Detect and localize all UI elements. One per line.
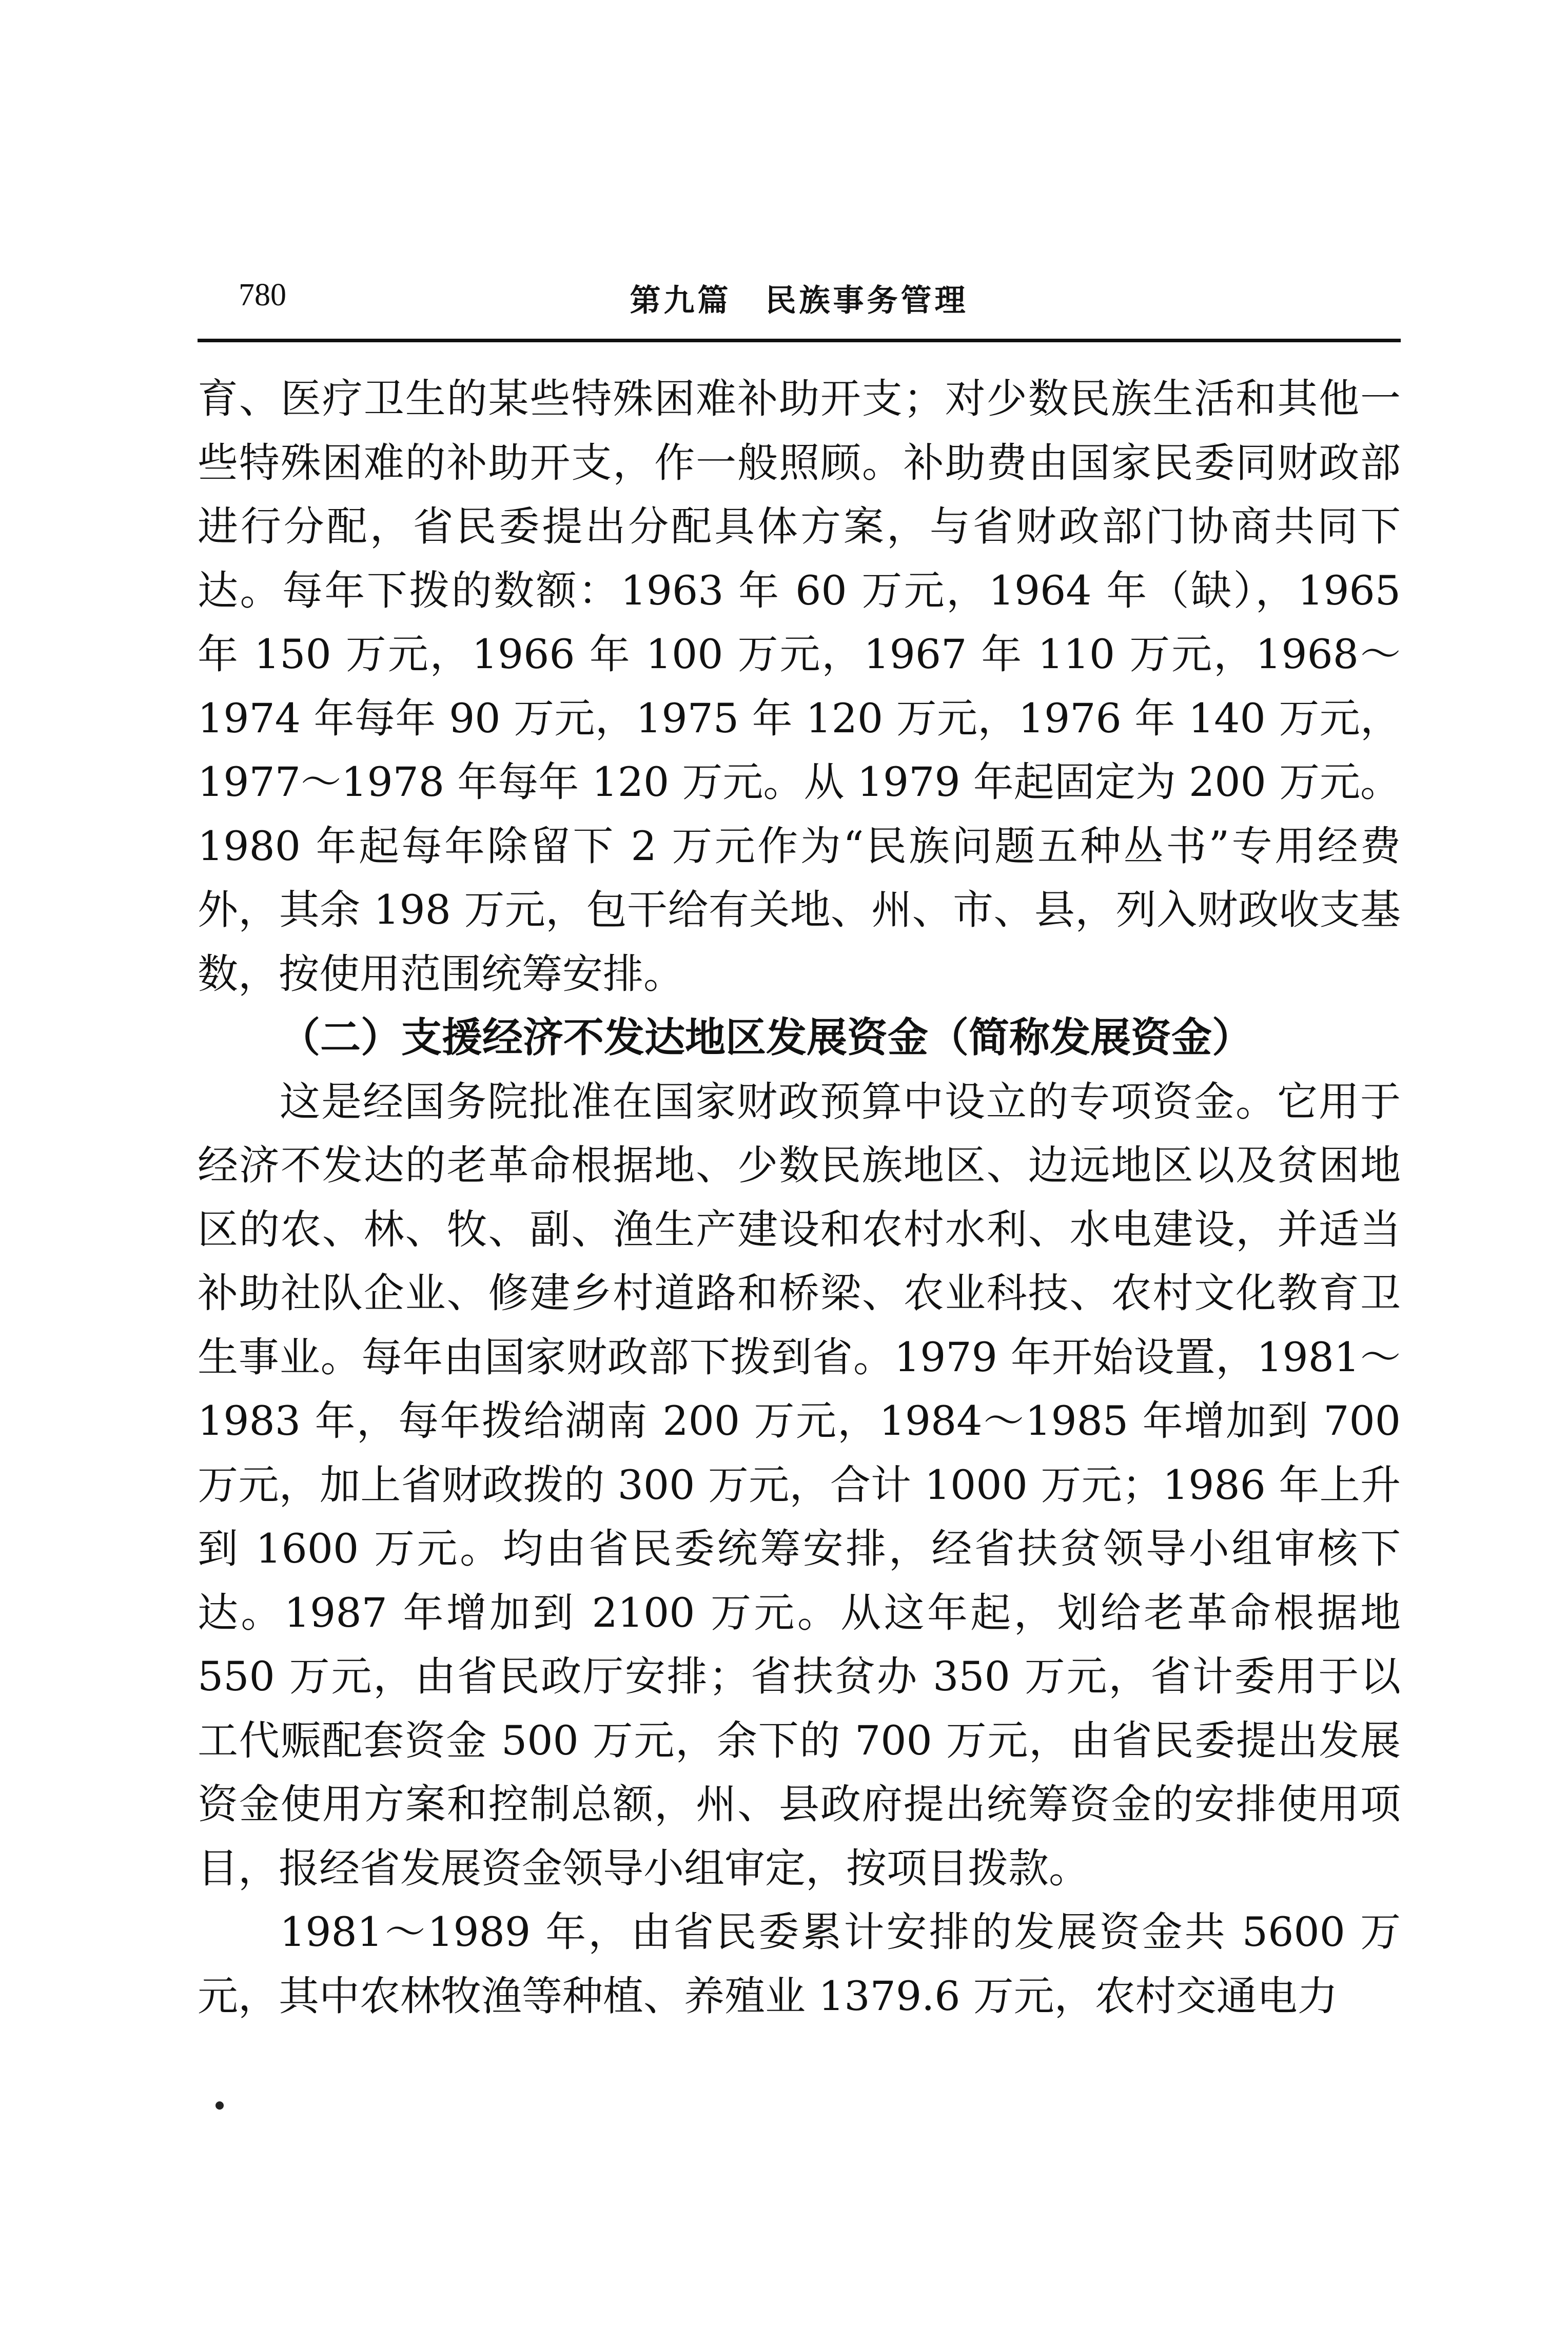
paragraph-continued: 育、医疗卫生的某些特殊困难补助开支；对少数民族生活和其他一些特殊困难的补助开支，作一般照顾。补助费由国家民委同财政部进行分配，省民委提出分配具体方案，与省财政部门协商共同下达。每年下拨的数额：1963 年 60 万元，1964 年（缺），1965 年 150 万元，1966 年 100 万元，1967 年 110 万元，1968～1974 年每年 90 万元，1975 年 120 万元，1976 年 140 万元，1977～1978 年每年 120 万元。从 1979 年起固定为 200 万元。1980 年起每年除留下 2 万元作为“民族问题五种丛书”专用经费外，其余 198 万元，包干给有关地、州、市、县，列入财政收支基数，按使用范围统筹安排。: [198, 375, 1401, 998]
running-header-title: 第九篇 民族事务管理: [630, 283, 969, 319]
scan-speck: [215, 2101, 224, 2110]
body-text: [198, 367, 1401, 2028]
section-heading: （二）支援经济不发达地区发展资金（简称发展资金）: [280, 1014, 1252, 1061]
header-rule: [198, 339, 1401, 342]
paragraph: 这是经国务院批准在国家财政预算中设立的专项资金。它用于经济不发达的老革命根据地、少数民族地区、边远地区以及贫困地区的农、林、牧、副、渔生产建设和农村水利、水电建设，并适当补助社队企业、修建乡村道路和桥梁、农业科技、农村文化教育卫生事业。每年由国家财政部下拨到省。1979 年开始设置，1981～1983 年，每年拨给湖南 200 万元，1984～1985 年增加到 700 万元，加上省财政拨的 300 万元，合计 1000 万元；1986 年上升到 1600 万元。均由省民委统筹安排，经省扶贫领导小组审核下达。1987 年增加到 2100 万元。从这年起，划给老革命根据地 550 万元，由省民政厅安排；省扶贫办 350 万元，省计委用于以工代赈配套资金 500 万元，余下的 700 万元，由省民委提出发展资金使用方案和控制总额，州、县政府提出统筹资金的安排使用项目，报经省发展资金领导小组审定，按项目拨款。: [198, 1078, 1401, 1892]
page-header: [198, 267, 1401, 318]
page-number: 780: [239, 278, 286, 313]
paragraph: 1981～1989 年，由省民委累计安排的发展资金共 5600 万元，其中农林牧渔等种植、养殖业 1379.6 万元，农村交通电力: [198, 1908, 1401, 2020]
